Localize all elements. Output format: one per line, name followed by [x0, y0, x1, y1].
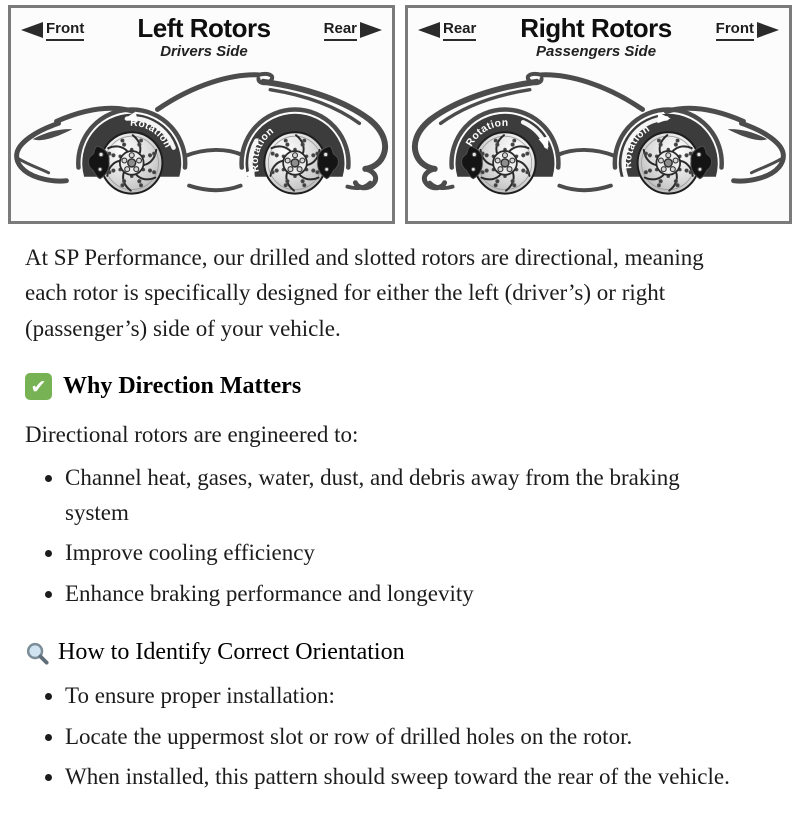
- right-arrow-icon: [757, 22, 779, 38]
- list-item: • To ensure proper installation:: [65, 679, 770, 714]
- rotation-label: Rotation: [623, 123, 652, 170]
- benefits-list: [25, 461, 775, 611]
- right-rotors-panel: [405, 5, 792, 224]
- direction-label: Rear: [324, 20, 357, 41]
- heading-text: Why Direction Matters: [63, 373, 302, 400]
- installation-list: [25, 679, 775, 795]
- list-item: • Locate the uppermost slot or row of drilled holes on the rotor.: [65, 720, 770, 755]
- heading-text: How to Identify Correct Orientation: [58, 639, 405, 666]
- magnifier-icon: [25, 641, 50, 666]
- front-direction-indicator: [716, 20, 779, 41]
- panel-title: Left Rotors: [137, 13, 271, 43]
- rotation-label: Rotation: [464, 118, 509, 149]
- direction-label: Front: [716, 20, 754, 41]
- rear-direction-indicator: [324, 20, 382, 41]
- rotor-direction-diagram: [0, 0, 800, 224]
- left-arrow-icon: [21, 22, 43, 38]
- rotation-label: Rotation: [249, 125, 277, 174]
- how-to-identify-heading: [25, 639, 775, 666]
- intro-paragraph: At SP Performance, our drilled and slotted rotors are directional, meaning each rotor is specifically designed for either the left (driver’s) or right (passenger’s) side of your vehicle.: [25, 244, 704, 342]
- left-panel-header: [11, 8, 392, 60]
- front-direction-indicator: [21, 20, 84, 41]
- car-diagram-right: [408, 60, 789, 220]
- rear-direction-indicator: [418, 20, 476, 41]
- direction-label: Rear: [443, 20, 476, 41]
- right-panel-header: [408, 8, 789, 60]
- panel-subtitle: Passengers Side: [535, 43, 657, 61]
- list-item: • Enhance braking performance and longevity: [65, 577, 725, 612]
- left-rotors-panel: [8, 5, 395, 224]
- car-diagram-left: [11, 60, 392, 220]
- engineered-lead: Directional rotors are engineered to:: [25, 422, 359, 448]
- panel-subtitle: Drivers Side: [160, 43, 248, 61]
- rotation-label: Rotation: [129, 117, 174, 151]
- panel-title: Right Rotors: [520, 13, 672, 43]
- check-mark-icon: ✔: [25, 373, 52, 400]
- why-direction-heading: [25, 373, 775, 400]
- right-arrow-icon: [360, 22, 382, 38]
- direction-label: Front: [46, 20, 84, 41]
- article-body: [0, 240, 800, 815]
- list-item: • When installed, this pattern should sweep toward the rear of the vehicle.: [65, 760, 770, 795]
- list-item: • Channel heat, gases, water, dust, and debris away from the braking system: [65, 461, 725, 530]
- list-item: • Improve cooling efficiency: [65, 536, 725, 571]
- left-arrow-icon: [418, 22, 440, 38]
